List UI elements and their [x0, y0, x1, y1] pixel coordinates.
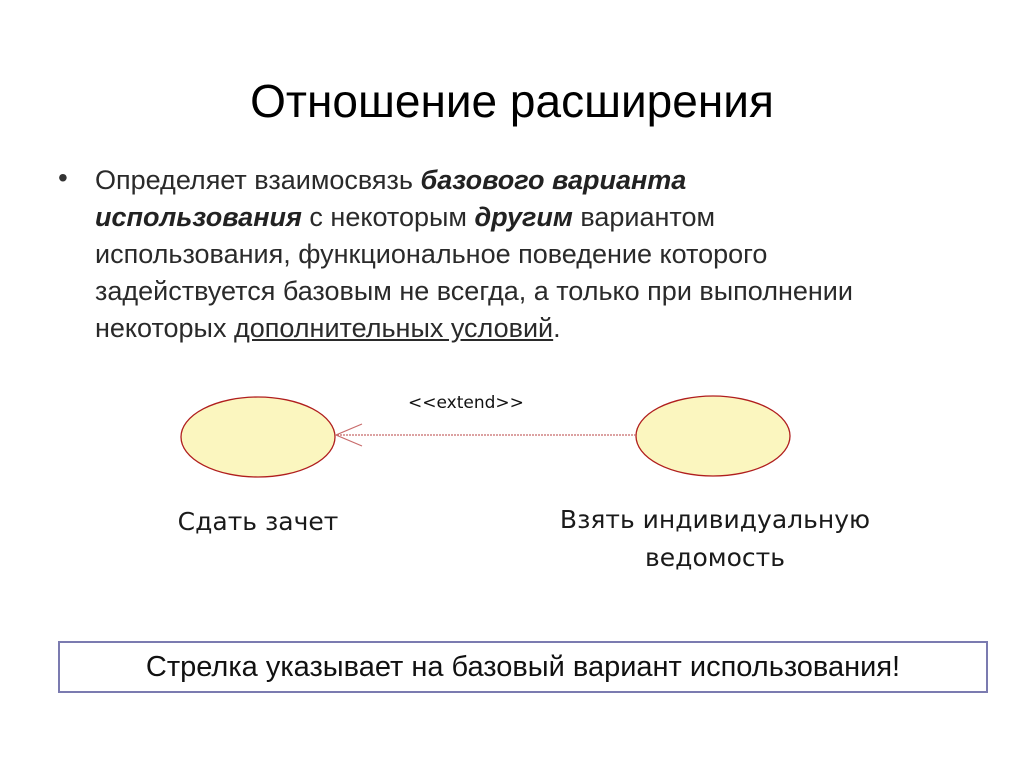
base-use-case-ellipse — [181, 397, 335, 477]
extend-stereotype-label: <<extend>> — [408, 393, 524, 413]
bullet-emphasis-other: другим — [474, 202, 573, 232]
extending-use-case-ellipse — [636, 396, 790, 476]
extending-use-case-label-line1: Взять индивидуальную — [559, 505, 871, 534]
bullet-text-part: Определяет взаимосвязь — [95, 165, 421, 195]
bullet-text-part: . — [553, 313, 561, 343]
extending-use-case-label-line2: ведомость — [645, 543, 785, 572]
bullet-underline-conditions: дополнительных условий — [233, 313, 554, 343]
bullet-text-part: вариантом использования, функциональное поведение которого задействуется базовым не всегда, а только при выполнении некоторых — [95, 202, 853, 343]
note-box: Стрелка указывает на базовый вариант использования! — [58, 641, 988, 693]
bullet-text-part: с некоторым — [301, 202, 475, 232]
slide-title: Отношение расширения — [250, 75, 774, 127]
base-use-case-label: Сдать зачет — [177, 507, 339, 536]
bullet-emphasis-base: базового варианта использования — [95, 165, 687, 232]
extending-use-case-label — [505, 503, 925, 575]
bullet-dot: • — [58, 162, 68, 193]
